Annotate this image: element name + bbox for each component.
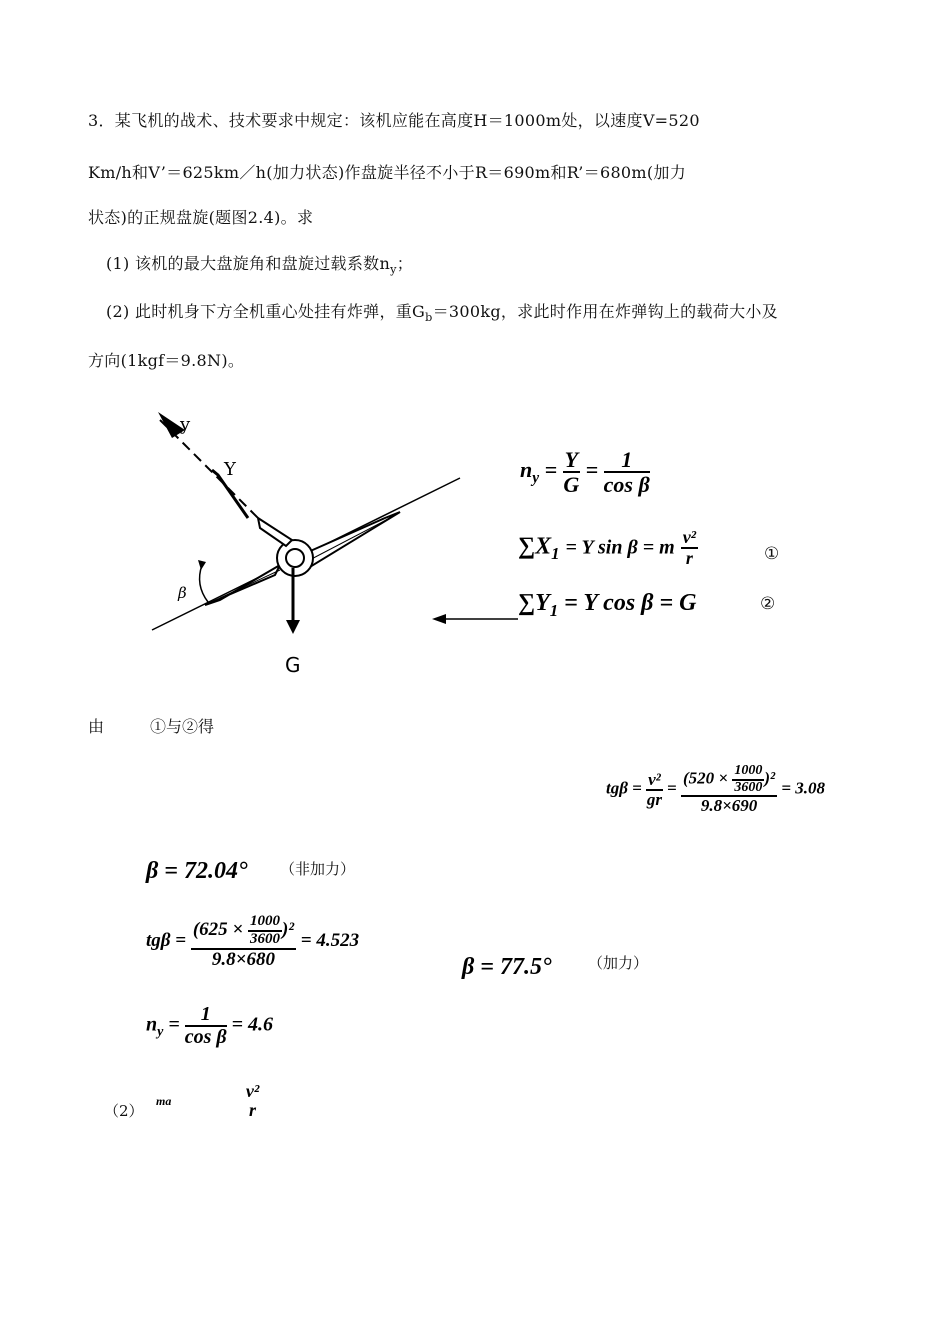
marker-2: ② [760,594,776,614]
intro-line-2: Km/h和V’＝625km／h(加力状态)作盘旋半径不小于R＝690m和R’＝680m(加力 [88,163,687,182]
label-y: y [180,414,191,435]
beta-value-2: β = 77.5° [462,954,552,980]
beta-note-2: （加力） [588,954,649,972]
question-1: (1) 该机的最大盘旋角和盘旋过载系数$n_y$； [106,254,413,277]
tg-beta-equation-1: tgβ = $\frac{\text{v²}}{gr}$ = (520 × $\frac{1000}{3600}$ )² 9.8×690 = 3.08 [606,763,826,816]
sum-x-equation: $\sum X_1 = Y$ sin β = m $\frac{\text{v²}}{r}$ [518,527,697,568]
tg-beta-equation-2: tgβ = (625 × $\frac{1000}{3600}$ )² 9.8×680 = 4.523 [146,913,360,970]
ny-result: $n_y$ = $\frac{1}{\text{cos β}}$ = 4.6 [146,1003,274,1048]
sum-y-equation: $\sum Y_1 = Y$ cos β = G [518,590,697,620]
weight-arrow-icon [286,620,300,634]
part-2-label: （2） [104,1102,144,1120]
beta-arc [200,565,208,602]
turn-diagram [140,400,480,690]
intro-line-1: 3．某飞机的战术、技术要求中规定：该机应能在高度H＝1000m处，以速度V=520 [88,111,700,130]
label-beta: β [178,584,187,602]
left-arrow-icon [432,614,446,624]
label-lift: Y [224,459,236,480]
beta-value-1: β = 72.04° [146,858,248,884]
question-2: (2) 此时机身下方全机重心处挂有炸弹，重$G_b=300kg$，求此时作用在炸弹钩上的载荷大小及 [106,302,778,325]
question-2-line-2: 方向(1kgf＝9.8N)。 [88,351,245,370]
beta-note-1: （非加力） [280,860,356,878]
centripetal-arrow [430,610,520,630]
ny-definition: $n_y$ = $\frac{Y}{G}$ = $\frac{1}{\text{cos β}}$ [520,447,650,498]
derive-from: ①与②得 [150,717,215,736]
label-weight: G [285,653,301,677]
tail-fin [258,518,292,546]
part-2-equation: ma v² r [156,1081,260,1120]
intro-line-3: 状态)的正规盘旋(题图2.4)。求 [88,208,314,227]
marker-1: ① [764,544,780,564]
derive-note: 由 [88,717,105,736]
